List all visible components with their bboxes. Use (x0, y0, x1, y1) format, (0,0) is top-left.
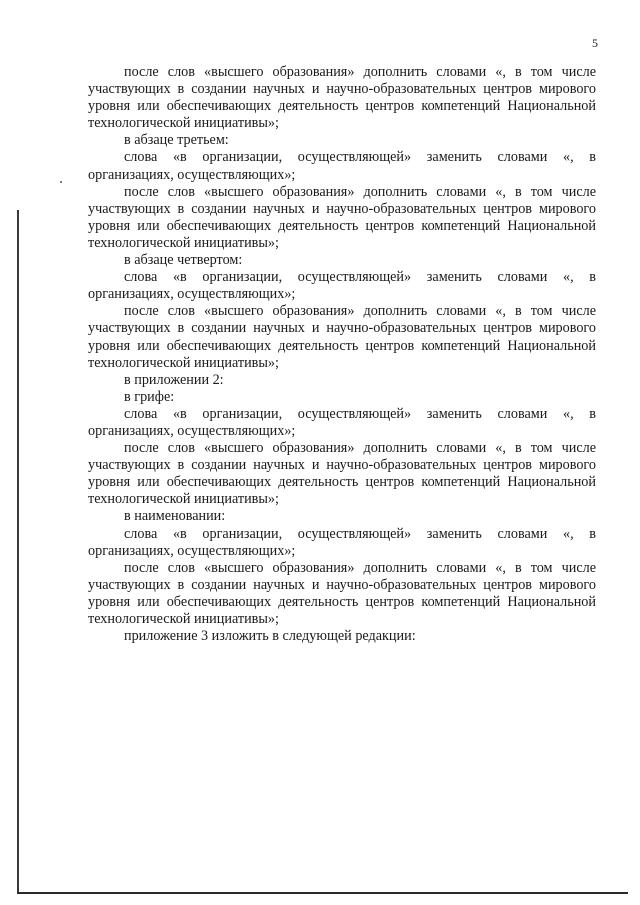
paragraph: в абзаце четвертом: (124, 252, 243, 269)
paragraph: слова «в организации, осуществляющей» заменить словами «, в организациях, осуществляющих»; (88, 405, 596, 439)
paragraph: приложение 3 изложить в следующей редакции: (124, 628, 416, 645)
paragraph: после слов «высшего образования» дополнить словами «, в том числе участвующих в создании научных и научно-образовательных центров мирового уровня или обеспечивающих деятельность центров компетенций Национальной технологической инициативы»; (88, 303, 596, 371)
page-number: 5 (592, 36, 598, 50)
paragraph: после слов «высшего образования» дополнить словами «, в том числе участвующих в создании научных и научно-образовательных центров мирового уровня или обеспечивающих деятельность центров компетенций Национальной технологической инициативы»; (88, 183, 596, 251)
bottom-border-line (17, 892, 628, 895)
paragraph: слова «в организации, осуществляющей» заменить словами «, в организациях, осуществляющих»; (88, 269, 596, 303)
document-body (88, 64, 596, 645)
paragraph: в наименовании: (124, 508, 226, 525)
left-border-line (17, 210, 19, 894)
paragraph: слова «в организации, осуществляющей» заменить словами «, в организациях, осуществляющих»; (88, 525, 596, 559)
paragraph: в абзаце третьем: (124, 132, 229, 149)
scan-speck (60, 181, 62, 183)
paragraph: после слов «высшего образования» дополнить словами «, в том числе участвующих в создании научных и научно-образовательных центров мирового уровня или обеспечивающих деятельность центров компетенций Национальной технологической инициативы»; (88, 559, 596, 627)
paragraph: в грифе: (124, 388, 175, 405)
paragraph: слова «в организации, осуществляющей» заменить словами «, в организациях, осуществляющих»; (88, 149, 596, 183)
paragraph: после слов «высшего образования» дополнить словами «, в том числе участвующих в создании научных и научно-образовательных центров мирового уровня или обеспечивающих деятельность центров компетенций Национальной технологической инициативы»; (88, 440, 596, 508)
paragraph: в приложении 2: (124, 371, 224, 388)
paragraph: после слов «высшего образования» дополнить словами «, в том числе участвующих в создании научных и научно-образовательных центров мирового уровня или обеспечивающих деятельность центров компетенций Национальной технологической инициативы»; (88, 64, 596, 132)
